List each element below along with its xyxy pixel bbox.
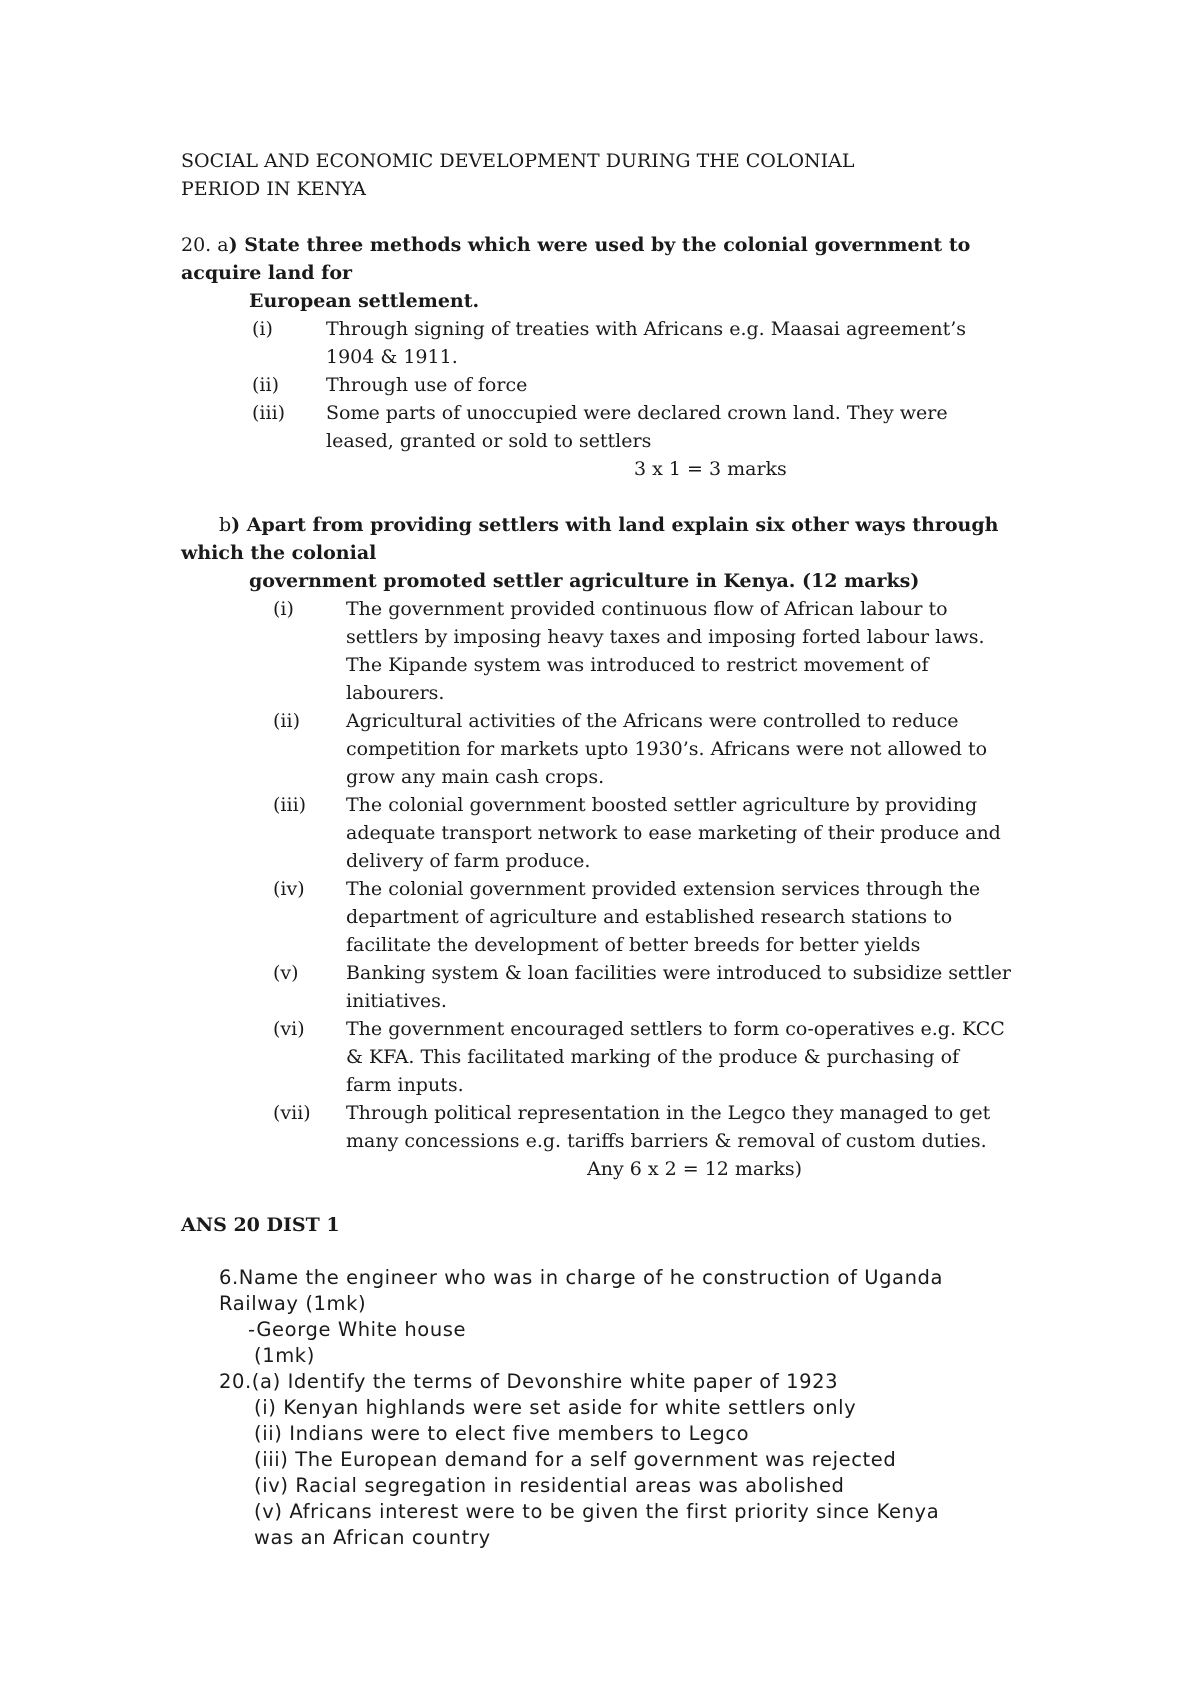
q20b-item-4-line-1: The colonial government provided extension services through the [346, 878, 981, 900]
q20b-question-line-3: government promoted settler agriculture in Kenya. (12 marks) [249, 570, 920, 592]
q20-devonshire-item-2: (ii) Indians were to elect five members to Legco [254, 1422, 750, 1445]
q20a-item-2-number: (ii) [252, 374, 279, 396]
q20b-item-1-line-2: settlers by imposing heavy taxes and imposing forted labour laws. [346, 626, 985, 648]
q20b-item-7-line-1: Through political representation in the Legco they managed to get [346, 1102, 991, 1124]
q20a-question-line-3: European settlement. [249, 290, 480, 312]
q20b-item-6-number: (vi) [273, 1018, 305, 1040]
q20b-item-2-line-2: competition for markets upto 1930’s. Africans were not allowed to [346, 738, 988, 760]
q20a-prefix: 20. a [181, 234, 229, 256]
q20b-item-6-line-3: farm inputs. [346, 1074, 464, 1096]
q20b-item-1-line-3: The Kipande system was introduced to restrict movement of [346, 654, 929, 676]
q20b-item-5-line-1: Banking system & loan facilities were introduced to subsidize settler [346, 962, 1011, 984]
q20a-item-1-number: (i) [252, 318, 273, 340]
q20a-question-line-1 [181, 231, 970, 259]
q20b-item-4-line-3: facilitate the development of better breeds for better yields [346, 934, 921, 956]
q20b-question-line-1 [219, 511, 998, 539]
q20-devonshire-item-3: (iii) The European demand for a self government was rejected [254, 1448, 897, 1471]
q20-devonshire-title: 20.(a) Identify the terms of Devonshire white paper of 1923 [219, 1370, 839, 1393]
q20b-question-line-2: which the colonial [181, 542, 377, 564]
q20b-item-5-number: (v) [273, 962, 299, 984]
q20a-item-3-number: (iii) [252, 402, 286, 424]
q20a-question-text: ) State three methods which were used by the colonial government to [228, 234, 971, 256]
q20b-item-6-line-1: The government encouraged settlers to form co-operatives e.g. KCC [346, 1018, 1005, 1040]
q6-answer-mark: (1mk) [254, 1344, 315, 1367]
q20a-item-3-line-2: leased, granted or sold to settlers [326, 430, 652, 452]
q20b-item-1-number: (i) [273, 598, 294, 620]
q20b-item-1-line-4: labourers. [346, 682, 445, 704]
q20b-item-6-line-2: & KFA. This facilitated marking of the produce & purchasing of [346, 1046, 960, 1068]
answer-heading: ANS 20 DIST 1 [181, 1214, 340, 1236]
q20-devonshire-item-4: (iv) Racial segregation in residential areas was abolished [254, 1474, 845, 1497]
q20b-item-3-number: (iii) [273, 794, 307, 816]
q20a-item-2-line-1: Through use of force [326, 374, 528, 396]
q6-line-1: 6.Name the engineer who was in charge of he construction of Uganda [219, 1266, 944, 1289]
q20a-question-line-2: acquire land for [181, 262, 353, 284]
q20a-item-1-line-1: Through signing of treaties with Africans e.g. Maasai agreement’s [326, 318, 967, 340]
q20b-item-1-line-1: The government provided continuous flow of African labour to [346, 598, 948, 620]
heading-line-2: PERIOD IN KENYA [181, 178, 366, 200]
q20a-marks: 3 x 1 = 3 marks [634, 458, 787, 480]
q6-line-2: Railway (1mk) [219, 1292, 367, 1315]
q20a-item-1-line-2: 1904 & 1911. [326, 346, 458, 368]
q20b-item-2-line-3: grow any main cash crops. [346, 766, 605, 788]
q20b-item-3-line-2: adequate transport network to ease marketing of their produce and [346, 822, 1001, 844]
q20a-item-3-line-1: Some parts of unoccupied were declared crown land. They were [326, 402, 948, 424]
q20b-item-3-line-3: delivery of farm produce. [346, 850, 591, 872]
q20b-marks: Any 6 x 2 = 12 marks) [587, 1158, 803, 1180]
q20b-item-7-line-2: many concessions e.g. tariffs barriers & removal of custom duties. [346, 1130, 987, 1152]
q20-devonshire-item-5-line-1: (v) Africans interest were to be given the first priority since Kenya [254, 1500, 940, 1523]
q20b-item-4-number: (iv) [273, 878, 305, 900]
q20b-item-5-line-2: initiatives. [346, 990, 447, 1012]
q20b-item-3-line-1: The colonial government boosted settler agriculture by providing [346, 794, 978, 816]
q6-answer: -George White house [248, 1318, 467, 1341]
q20b-item-2-line-1: Agricultural activities of the Africans were controlled to reduce [346, 710, 959, 732]
q20b-question-text: ) Apart from providing settlers with land explain six other ways through [231, 514, 999, 536]
q20b-item-7-number: (vii) [273, 1102, 311, 1124]
q20-devonshire-item-1: (i) Kenyan highlands were set aside for white settlers only [254, 1396, 857, 1419]
q20-devonshire-item-5-line-2: was an African country [254, 1526, 491, 1549]
q20b-item-2-number: (ii) [273, 710, 300, 732]
q20b-prefix: b [219, 514, 232, 536]
heading-line-1: SOCIAL AND ECONOMIC DEVELOPMENT DURING THE COLONIAL [181, 150, 855, 172]
q20b-item-4-line-2: department of agriculture and established research stations to [346, 906, 953, 928]
